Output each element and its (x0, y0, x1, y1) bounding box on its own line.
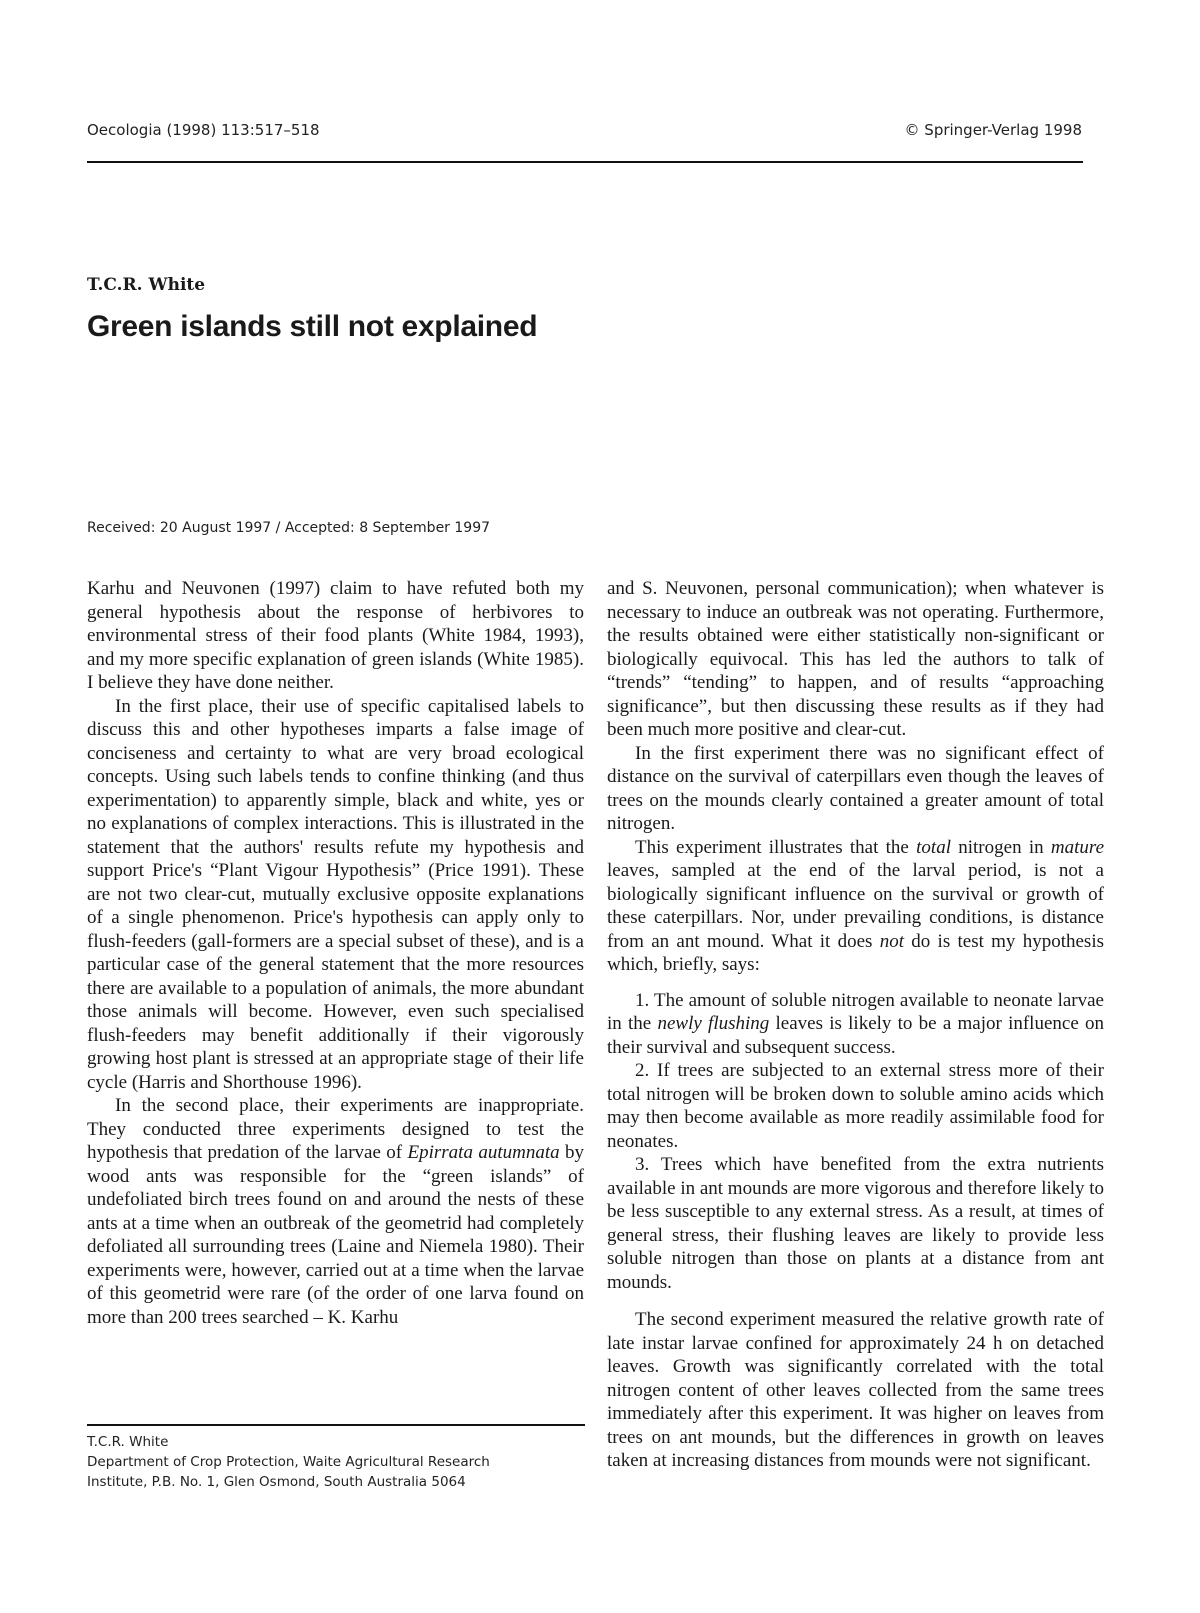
journal-citation: Oecologia (1998) 113:517–518 (87, 121, 320, 139)
text-run: In the second place, their experiments are inappropriate. They conducted three experiments designed to test the hypothesis that predation of the larvae of (87, 1095, 584, 1163)
hypothesis-point-1 (607, 989, 1104, 1060)
author-name: T.C.R. White (87, 275, 206, 295)
emphasis: newly flushing (657, 1013, 770, 1034)
emphasis: mature (1050, 836, 1104, 858)
affiliation-name: T.C.R. White (87, 1434, 169, 1450)
article-title: Green islands still not explained (87, 310, 538, 343)
paragraph: In the first place, their use of specific capitalised labels to discuss this and other hypotheses imparts a false image of conciseness and certainty to what are very broad ecological concepts. Using such labels tends to confine thinking (and thus experimentation) to apparently simple, black and white, yes or no explanations of complex interactions. This is illustrated in the statement that the authors' results refute my hypothesis and support Price's “Plant Vigour Hypothesis” (Price 1991). These are not two clear-cut, mutually exclusive opposite explanations of a single phenomenon. Price's hypothesis can apply only to flush-feeders (gall-formers are a special subset of these), and is a particular case of the general statement that the more resources there are available to a population of animals, the more abundant those animals will become. However, even such specialised flush-feeders may benefit additionally if their vigorously growing host plant is stressed at an appropriate stage of their life cycle (Harris and Shorthouse 1996). (87, 695, 584, 1093)
paragraph: Karhu and Neuvonen (1997) claim to have refuted both my general hypothesis about the response of herbivores to environmental stress of their food plants (White 1984, 1993), and my more specific explanation of green islands (White 1985). I believe they have done neither. (87, 578, 584, 693)
paragraph: In the first experiment there was no significant effect of distance on the survival of caterpillars even though the leaves of trees on the mounds clearly contained a greater amount of total nitrogen. (607, 742, 1104, 834)
left-column (87, 577, 584, 1329)
text-run: 1. The amount of soluble nitrogen available to neonate larvae in the (607, 989, 1104, 1034)
text-run: do is test my hypothesis which, briefly, says: (607, 930, 1104, 975)
header-rule (87, 161, 1083, 163)
paragraph: The second experiment measured the relative growth rate of late instar larvae confined for approximately 24 h on detached leaves. Growth was significantly correlated with the total nitrogen content of other leaves collected from the same trees immediately after this experiment. It was higher on leaves from trees on ant mounds, but the differences in growth on leaves taken at increasing distances from mounds were not significant. (607, 1309, 1104, 1471)
emphasis: not (879, 930, 904, 952)
publisher-copyright: © Springer-Verlag 1998 (904, 121, 1082, 139)
text-run: leaves is likely to be a major influence on their survival and subsequent success. (607, 1013, 1104, 1058)
text-run: This experiment illustrates that the (635, 836, 917, 858)
footnote-rule (87, 1424, 585, 1426)
right-column (607, 577, 1104, 1473)
emphasis: total (916, 836, 951, 858)
paragraph: and S. Neuvonen, personal communication); when whatever is necessary to induce an outbreak was not operating. Furthermore, the results obtained were either statistically non-significant or biologically equivocal. This has led the authors to talk of “trends” “tending” to happen, and of results “approaching significance”, but then discussing these results as if they had been much more positive and clear-cut. (607, 578, 1104, 740)
hypothesis-point-3: 3. Trees which have benefited from the extra nutrients available in ant mounds are more vigorous and therefore likely to be less susceptible to any external stress. As a result, at times of general stress, their flushing leaves are likely to provide less soluble nitrogen than those on plants at a distance from ant mounds. (607, 1154, 1105, 1293)
affiliation-line: Institute, P.B. No. 1, Glen Osmond, South Australia 5064 (87, 1474, 466, 1490)
text-run: by wood ants was responsible for the “green islands” of undefoliated birch trees found on and around the nests of these ants at a time when an outbreak of the geometrid had completely defoliated all surrounding trees (Laine and Niemela 1980). Their experiments were, however, carried out at a time when the larvae of this geometrid were rare (of the order of one larva found on more than 200 trees searched – K. Karhu (87, 1142, 585, 1328)
text-run: nitrogen in (950, 836, 1051, 858)
text-run: leaves, sampled at the end of the larval period, is not a biologically significant influence on the survival or growth of these caterpillars. Nor, under prevailing conditions, is distance from an ant mound. What it does (607, 860, 1104, 952)
species-name: Epirrata autumnata (407, 1142, 560, 1163)
received-accepted-dates: Received: 20 August 1997 / Accepted: 8 September 1997 (87, 520, 491, 536)
hypothesis-point-2: 2. If trees are subjected to an external stress more of their total nitrogen will be broken down to soluble amino acids which may then become available as more readily assimilable food for neonates. (607, 1060, 1104, 1152)
paragraph (87, 1094, 584, 1329)
affiliation-line: Department of Crop Protection, Waite Agricultural Research (87, 1454, 490, 1470)
paragraph (607, 836, 1104, 977)
author-affiliation (87, 1432, 587, 1492)
